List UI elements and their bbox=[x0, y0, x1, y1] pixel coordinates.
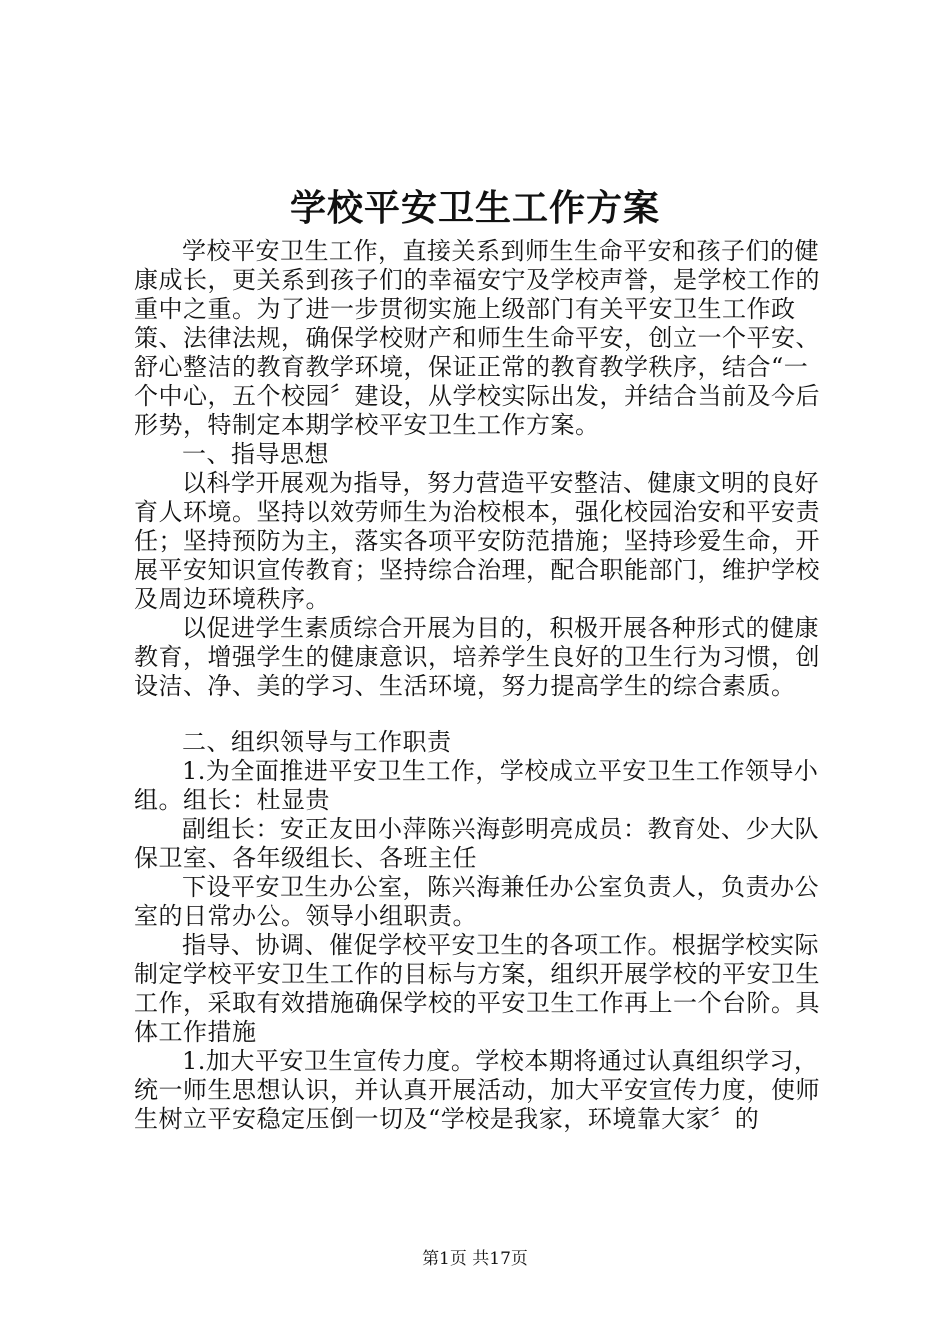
paragraph-leader-group: 1.为全面推进平安卫生工作，学校成立平安卫生工作领导小组。组长：杜显贵 bbox=[134, 757, 819, 814]
document-body bbox=[134, 237, 824, 1134]
paragraph-intro: 学校平安卫生工作，直接关系到师生生命平安和孩子们的健康成长，更关系到孩子们的幸福安宁及学校声誉，是学校工作的重中之重。为了进一步贯彻实施上级部门有关平安卫生工作政策、法律法规，确保学校财产和师生生命平安，创立一个平安、舒心整洁的教育教学环境，保证正常的教育教学秩序，结合“一个中心，五个校园〞建设，从学校实际出发，并结合当前及今后形势，特制定本期学校平安卫生工作方案。 bbox=[134, 237, 820, 439]
section-heading-organization: 二、组织领导与工作职责 bbox=[182, 728, 452, 756]
paragraph-gap bbox=[134, 701, 824, 728]
paragraph-duties: 指导、协调、催促学校平安卫生的各项工作。根据学校实际制定学校平安卫生工作的目标与方案，组织开展学校的平安卫生工作，采取有效措施确保学校的平安卫生工作再上一个台阶。具体工作措施 bbox=[134, 931, 820, 1046]
document-title: 学校平安卫生工作方案 bbox=[289, 187, 660, 229]
section-heading-guiding-thought: 一、指导思想 bbox=[182, 440, 329, 468]
paragraph-health-education: 以促进学生素质综合开展为目的，积极开展各种形式的健康教育，增强学生的健康意识，培养学生良好的卫生行为习惯，创设洁、净、美的学习、生活环境，努力提高学生的综合素质。 bbox=[134, 614, 820, 700]
page-number: 第1页 共17页 bbox=[422, 1249, 528, 1269]
paragraph-guiding-thought: 以科学开展观为指导，努力营造平安整洁、健康文明的良好育人环境。坚持以效劳师生为治校根本，强化校园治安和平安责任；坚持预防为主，落实各项平安防范措施；坚持珍爱生命，开展平安知识宣传教育；坚持综合治理，配合职能部门，维护学校及周边环境秩序。 bbox=[134, 469, 820, 613]
paragraph-members: 副组长：安正友田小萍陈兴海彭明亮成员：教育处、少大队保卫室、各年级组长、各班主任 bbox=[134, 815, 819, 872]
paragraph-measures: 1.加大平安卫生宣传力度。学校本期将通过认真组织学习，统一师生思想认识，并认真开展活动，加大平安宣传力度，使师生树立平安稳定压倒一切及“学校是我家，环境靠大家〞的 bbox=[134, 1047, 820, 1133]
paragraph-office: 下设平安卫生办公室，陈兴海兼任办公室负责人，负责办公室的日常办公。领导小组职责。 bbox=[134, 873, 819, 930]
